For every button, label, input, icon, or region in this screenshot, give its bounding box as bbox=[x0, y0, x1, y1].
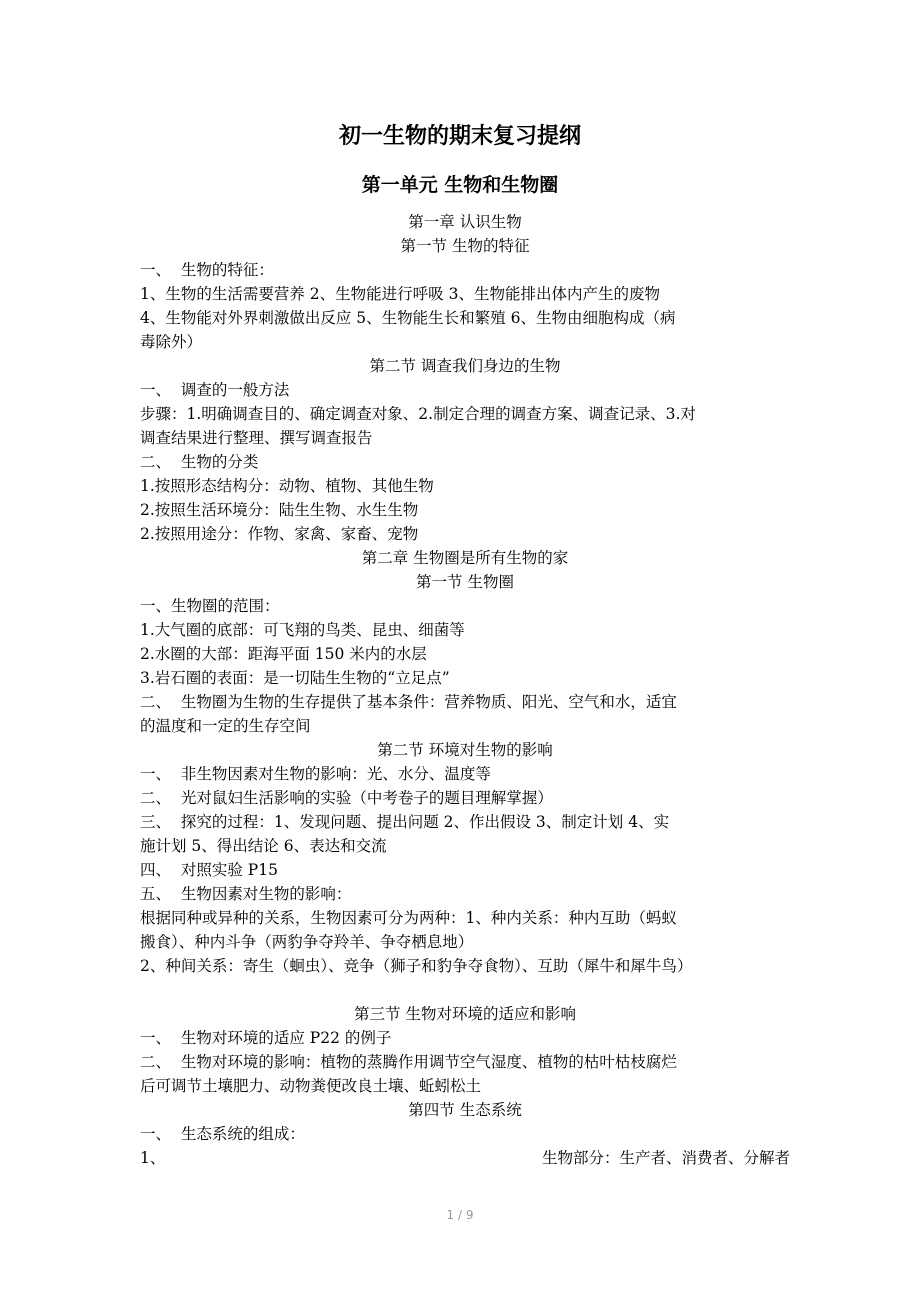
text-line: 3.岩石圈的表面：是一切陆生生物的“立足点” bbox=[140, 669, 450, 687]
text-line: 二、 生物的分类 bbox=[140, 453, 259, 471]
text-line: 根据同种或异种的关系，生物因素可分为两种：1、种内关系：种内互助（蚂蚁 bbox=[140, 909, 677, 927]
section-heading: 第二节 环境对生物的影响 bbox=[377, 741, 553, 759]
text-line: 搬食）、种内斗争（两豹争夺羚羊、争夺栖息地） bbox=[140, 933, 474, 951]
text-line: 一、 生态系统的组成： bbox=[140, 1125, 305, 1143]
text-line: 1、生物的生活需要营养 2、生物能进行呼吸 3、生物能排出体内产生的废物 bbox=[140, 285, 660, 303]
text-line: 三、 探究的过程：1、发现问题、提出问题 2、作出假设 3、制定计划 4、实 bbox=[140, 813, 670, 831]
text-line: 毒除外） bbox=[140, 333, 203, 351]
text-line: 2、种间关系：寄生（蛔虫）、竞争（狮子和豹争夺食物）、互助（犀牛和犀牛鸟） bbox=[140, 957, 693, 975]
text-line: 2.按照生活环境分：陆生生物、水生生物 bbox=[140, 501, 419, 519]
text-line: 1.大气圈的底部：可飞翔的鸟类、昆虫、细菌等 bbox=[140, 621, 465, 639]
text-line: 1.按照形态结构分：动物、植物、其他生物 bbox=[140, 477, 434, 495]
text-line: 后可调节土壤肥力、动物粪便改良土壤、蚯蚓松土 bbox=[140, 1077, 482, 1095]
document-body bbox=[140, 210, 790, 1170]
section-heading: 第一节 生物的特征 bbox=[400, 237, 530, 255]
unit-heading: 第一单元 生物和生物圈 bbox=[361, 174, 559, 196]
text-line: 调查结果进行整理、撰写调查报告 bbox=[140, 429, 373, 447]
text-line: 一、 生物的特征： bbox=[140, 261, 274, 279]
blank-line bbox=[140, 978, 790, 1002]
section-heading: 第一节 生物圈 bbox=[416, 573, 514, 591]
text-line: 2.水圈的大部：距海平面 150 米内的水层 bbox=[140, 645, 427, 663]
section-heading: 第一章 认识生物 bbox=[408, 213, 522, 231]
text-line: 二、 生物对环境的影响：植物的蒸腾作用调节空气湿度、植物的枯叶枯枝腐烂 bbox=[140, 1053, 677, 1071]
text-line: 一、 调查的一般方法 bbox=[140, 381, 290, 399]
page-number: 1 / 9 bbox=[446, 1208, 474, 1222]
text-line: 4、生物能对外界刺激做出反应 5、生物能生长和繁殖 6、生物由细胞构成（病 bbox=[140, 309, 676, 327]
document-title: 初一生物的期末复习提纲 bbox=[338, 123, 581, 149]
text-line: 一、 生物对环境的适应 P22 的例子 bbox=[140, 1029, 392, 1047]
section-heading: 第二节 调查我们身边的生物 bbox=[369, 357, 561, 375]
split-left: 1、 bbox=[140, 1149, 166, 1167]
text-line: 一、生物圈的范围： bbox=[140, 597, 280, 615]
text-line: 一、 非生物因素对生物的影响：光、水分、温度等 bbox=[140, 765, 491, 783]
section-heading: 第三节 生物对环境的适应和影响 bbox=[354, 1005, 576, 1023]
text-line: 2.按照用途分：作物、家禽、家畜、宠物 bbox=[140, 525, 419, 543]
text-line: 二、 生物圈为生物的生存提供了基本条件：营养物质、阳光、空气和水，适宜 bbox=[140, 693, 677, 711]
text-line: 的温度和一定的生存空间 bbox=[140, 717, 311, 735]
text-line: 步骤：1.明确调查目的、确定调查对象、2.制定合理的调查方案、调查记录、3.对 bbox=[140, 405, 696, 423]
text-line-split bbox=[140, 1146, 790, 1170]
split-right: 生物部分：生产者、消费者、分解者 bbox=[541, 1149, 790, 1167]
section-heading: 第二章 生物圈是所有生物的家 bbox=[361, 549, 569, 567]
text-line: 二、 光对鼠妇生活影响的实验（中考卷子的题目理解掌握） bbox=[140, 789, 553, 807]
text-line: 五、 生物因素对生物的影响： bbox=[140, 885, 352, 903]
section-heading: 第四节 生态系统 bbox=[408, 1101, 522, 1119]
text-line: 施计划 5、得出结论 6、表达和交流 bbox=[140, 837, 387, 855]
text-line: 四、 对照实验 P15 bbox=[140, 861, 278, 879]
